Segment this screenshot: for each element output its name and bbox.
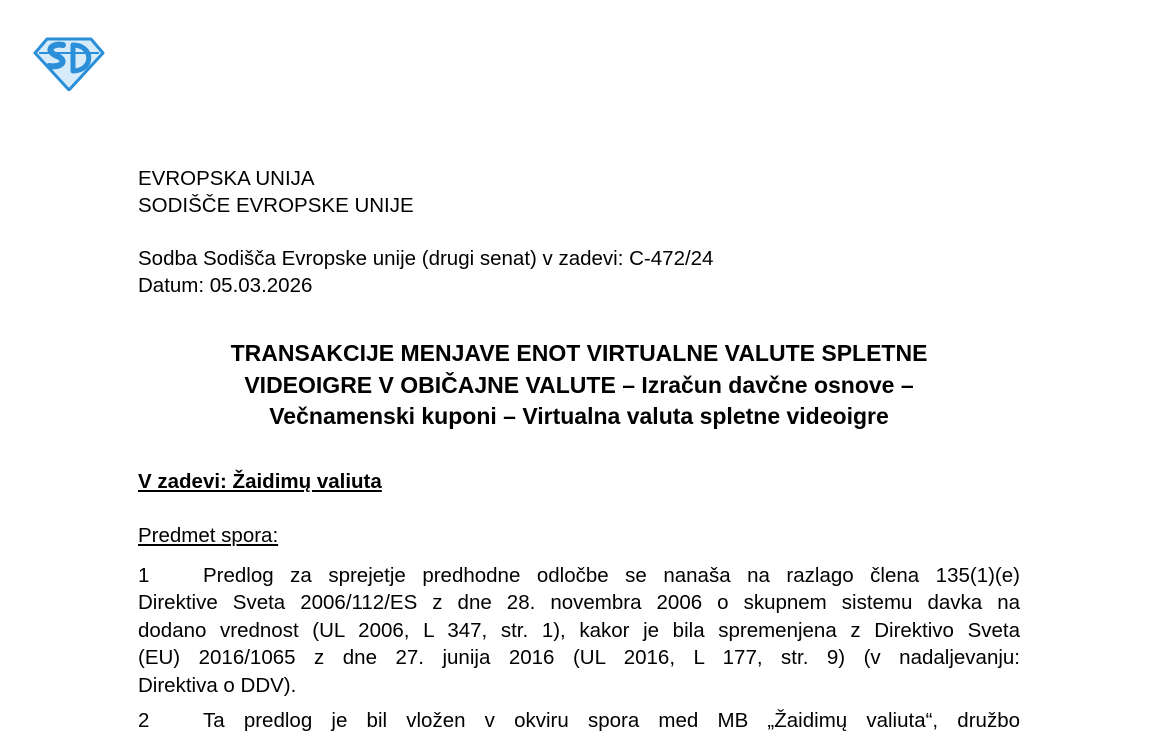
paragraph-line: (EU) 2016/1065 z dne 27. junija 2016 (UL 2016, L 177, str. 9) (v nadaljevanju: [138,646,1020,670]
paragraph-number: 1 [138,564,150,587]
title-line: TRANSAKCIJE MENJAVE ENOT VIRTUALNE VALUTE SPLETNE [230,340,928,366]
paragraph-number: 2 [138,709,150,732]
header-union: EVROPSKA UNIJA [138,167,315,190]
header-court: SODIŠČE EVROPSKE UNIJE [138,194,414,217]
title-line: Večnamenski kuponi – Virtualna valuta spletne videoigre [269,403,889,429]
paragraph-line: dodano vrednost (UL 2006, L 347, str. 1), kakor je bila spremenjena z Direktivo Sveta [138,618,1020,642]
paragraph-line: Direktiva o DDV). [138,673,297,697]
title-line: VIDEOIGRE V OBIČAJNE VALUTE – Izračun davčne osnove – [244,371,914,398]
paragraph-line: 2 Ta predlog je bil vložen v okviru spora med MB „Žaidimų valiuta“, družbo [138,707,1020,734]
paragraph [138,562,1020,699]
paragraph-line: 1 Predlog za sprejetje predhodne odločbe se nanaša na razlago člena 135(1)(e) [138,562,1020,589]
case-info [138,245,713,299]
document-title [138,338,1020,433]
court-header [138,165,414,219]
dispute-subject-label: Predmet spora: [138,524,279,547]
case-subject: V zadevi: Žaidimų valiuta [138,470,382,493]
court-logo [33,37,105,91]
case-reference: Sodba Sodišča Evropske unije (drugi senat) v zadevi: C-472/24 [138,247,714,270]
sd-emblem-icon [33,37,105,91]
case-date: Datum: 05.03.2026 [138,274,313,297]
paragraph-line: Direktive Sveta 2006/112/ES z dne 28. novembra 2006 o skupnem sistemu davka na [138,591,1020,615]
paragraph [138,707,1020,734]
